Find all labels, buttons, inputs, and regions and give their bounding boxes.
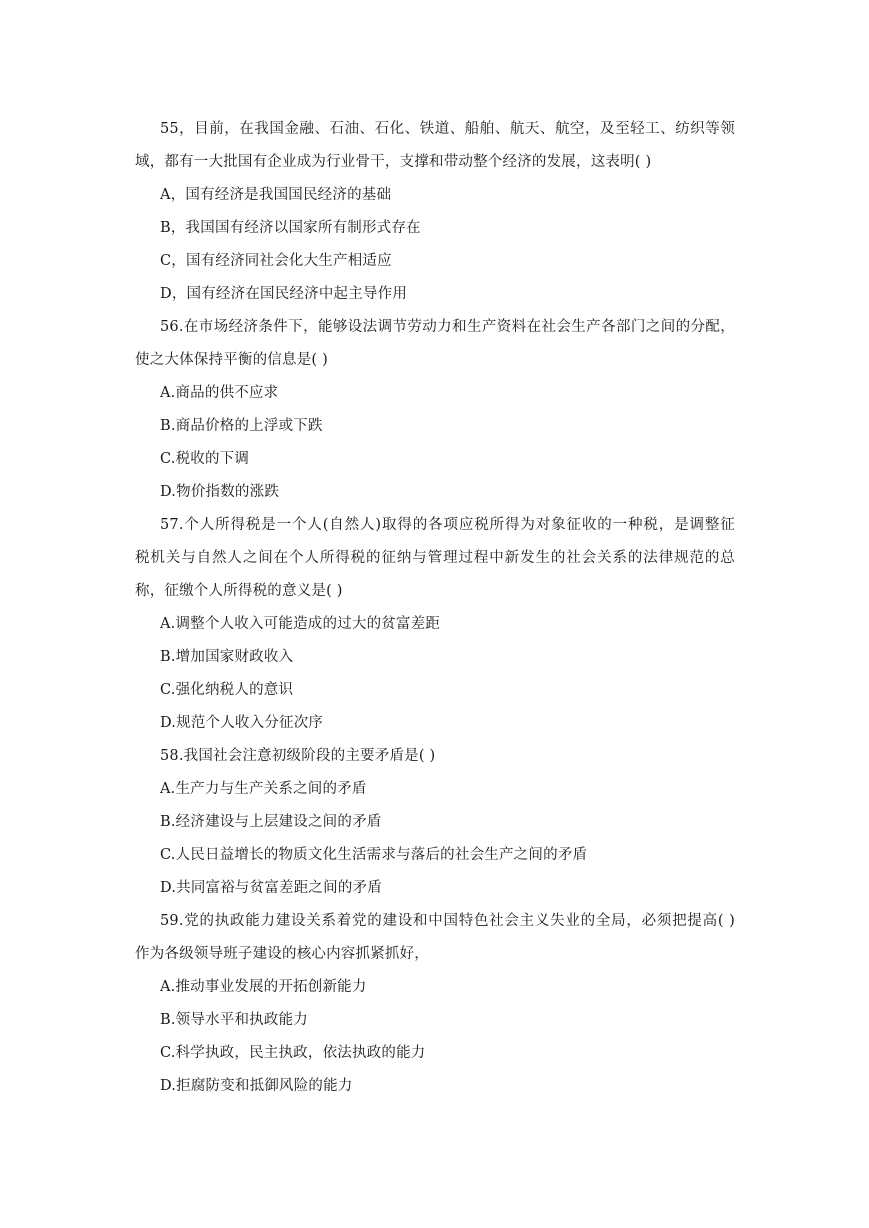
answer-option-d: D.拒腐防变和抵御风险的能力 — [160, 1078, 353, 1094]
answer-option-a: A.调整个人收入可能造成的过大的贫富差距 — [160, 616, 441, 632]
answer-option-c: C.税收的下调 — [160, 451, 250, 467]
question-stem-line: 58.我国社会注意初级阶段的主要矛盾是( ) — [160, 748, 436, 764]
question-59 — [135, 905, 735, 1103]
question-list — [135, 113, 735, 1103]
answer-option-b: B.商品价格的上浮或下跌 — [160, 418, 323, 434]
question-56 — [135, 311, 735, 509]
question-stem-line: 域，都有一大批国有企业成为行业骨干，支撑和带动整个经济的发展，这表明( ) — [135, 154, 652, 170]
answer-option-b: B.领导水平和执政能力 — [160, 1012, 308, 1028]
question-stem-line: 57.个人所得税是一个人(自然人)取得的各项应税所得为对象征收的一种税，是调整征 — [160, 517, 735, 533]
question-55 — [135, 113, 735, 311]
answer-option-c: C.人民日益增长的物质文化生活需求与落后的社会生产之间的矛盾 — [160, 847, 588, 863]
question-57 — [135, 509, 735, 740]
answer-option-c: C.强化纳税人的意识 — [160, 682, 294, 698]
answer-option-d: D.物价指数的涨跌 — [160, 484, 280, 500]
answer-option-a: A.推动事业发展的开拓创新能力 — [160, 979, 367, 995]
question-stem-line: 使之大体保持平衡的信息是( ) — [135, 352, 328, 368]
answer-option-b: B.经济建设与上层建设之间的矛盾 — [160, 814, 382, 830]
question-stem-line: 税机关与自然人之间在个人所得税的征纳与管理过程中新发生的社会关系的法律规范的总 — [135, 550, 735, 566]
answer-option-a: A.商品的供不应求 — [160, 385, 279, 401]
answer-option-a: A，国有经济是我国国民经济的基础 — [160, 187, 392, 203]
answer-option-a: A.生产力与生产关系之间的矛盾 — [160, 781, 367, 797]
answer-option-b: B.增加国家财政收入 — [160, 649, 294, 665]
answer-option-d: D，国有经济在国民经济中起主导作用 — [160, 286, 408, 302]
answer-option-b: B，我国国有经济以国家所有制形式存在 — [160, 220, 421, 236]
question-stem-line: 55，目前，在我国金融、石油、石化、铁道、船舶、航天、航空，及至轻工、纺织等领 — [160, 121, 735, 137]
answer-option-c: C，国有经济同社会化大生产相适应 — [160, 253, 392, 269]
question-stem-line: 56.在市场经济条件下，能够设法调节劳动力和生产资料在社会生产各部门之间的分配， — [160, 319, 735, 335]
answer-option-d: D.规范个人收入分征次序 — [160, 715, 324, 731]
question-stem-line: 59.党的执政能力建设关系着党的建设和中国特色社会主义失业的全局，必须把提高( ) — [160, 913, 735, 929]
answer-option-c: C.科学执政，民主执政，依法执政的能力 — [160, 1045, 426, 1061]
question-58 — [135, 740, 735, 905]
question-stem-line: 称，征缴个人所得税的意义是( ) — [135, 583, 343, 599]
question-stem-line: 作为各级领导班子建设的核心内容抓紧抓好， — [135, 946, 429, 962]
answer-option-d: D.共同富裕与贫富差距之间的矛盾 — [160, 880, 382, 896]
